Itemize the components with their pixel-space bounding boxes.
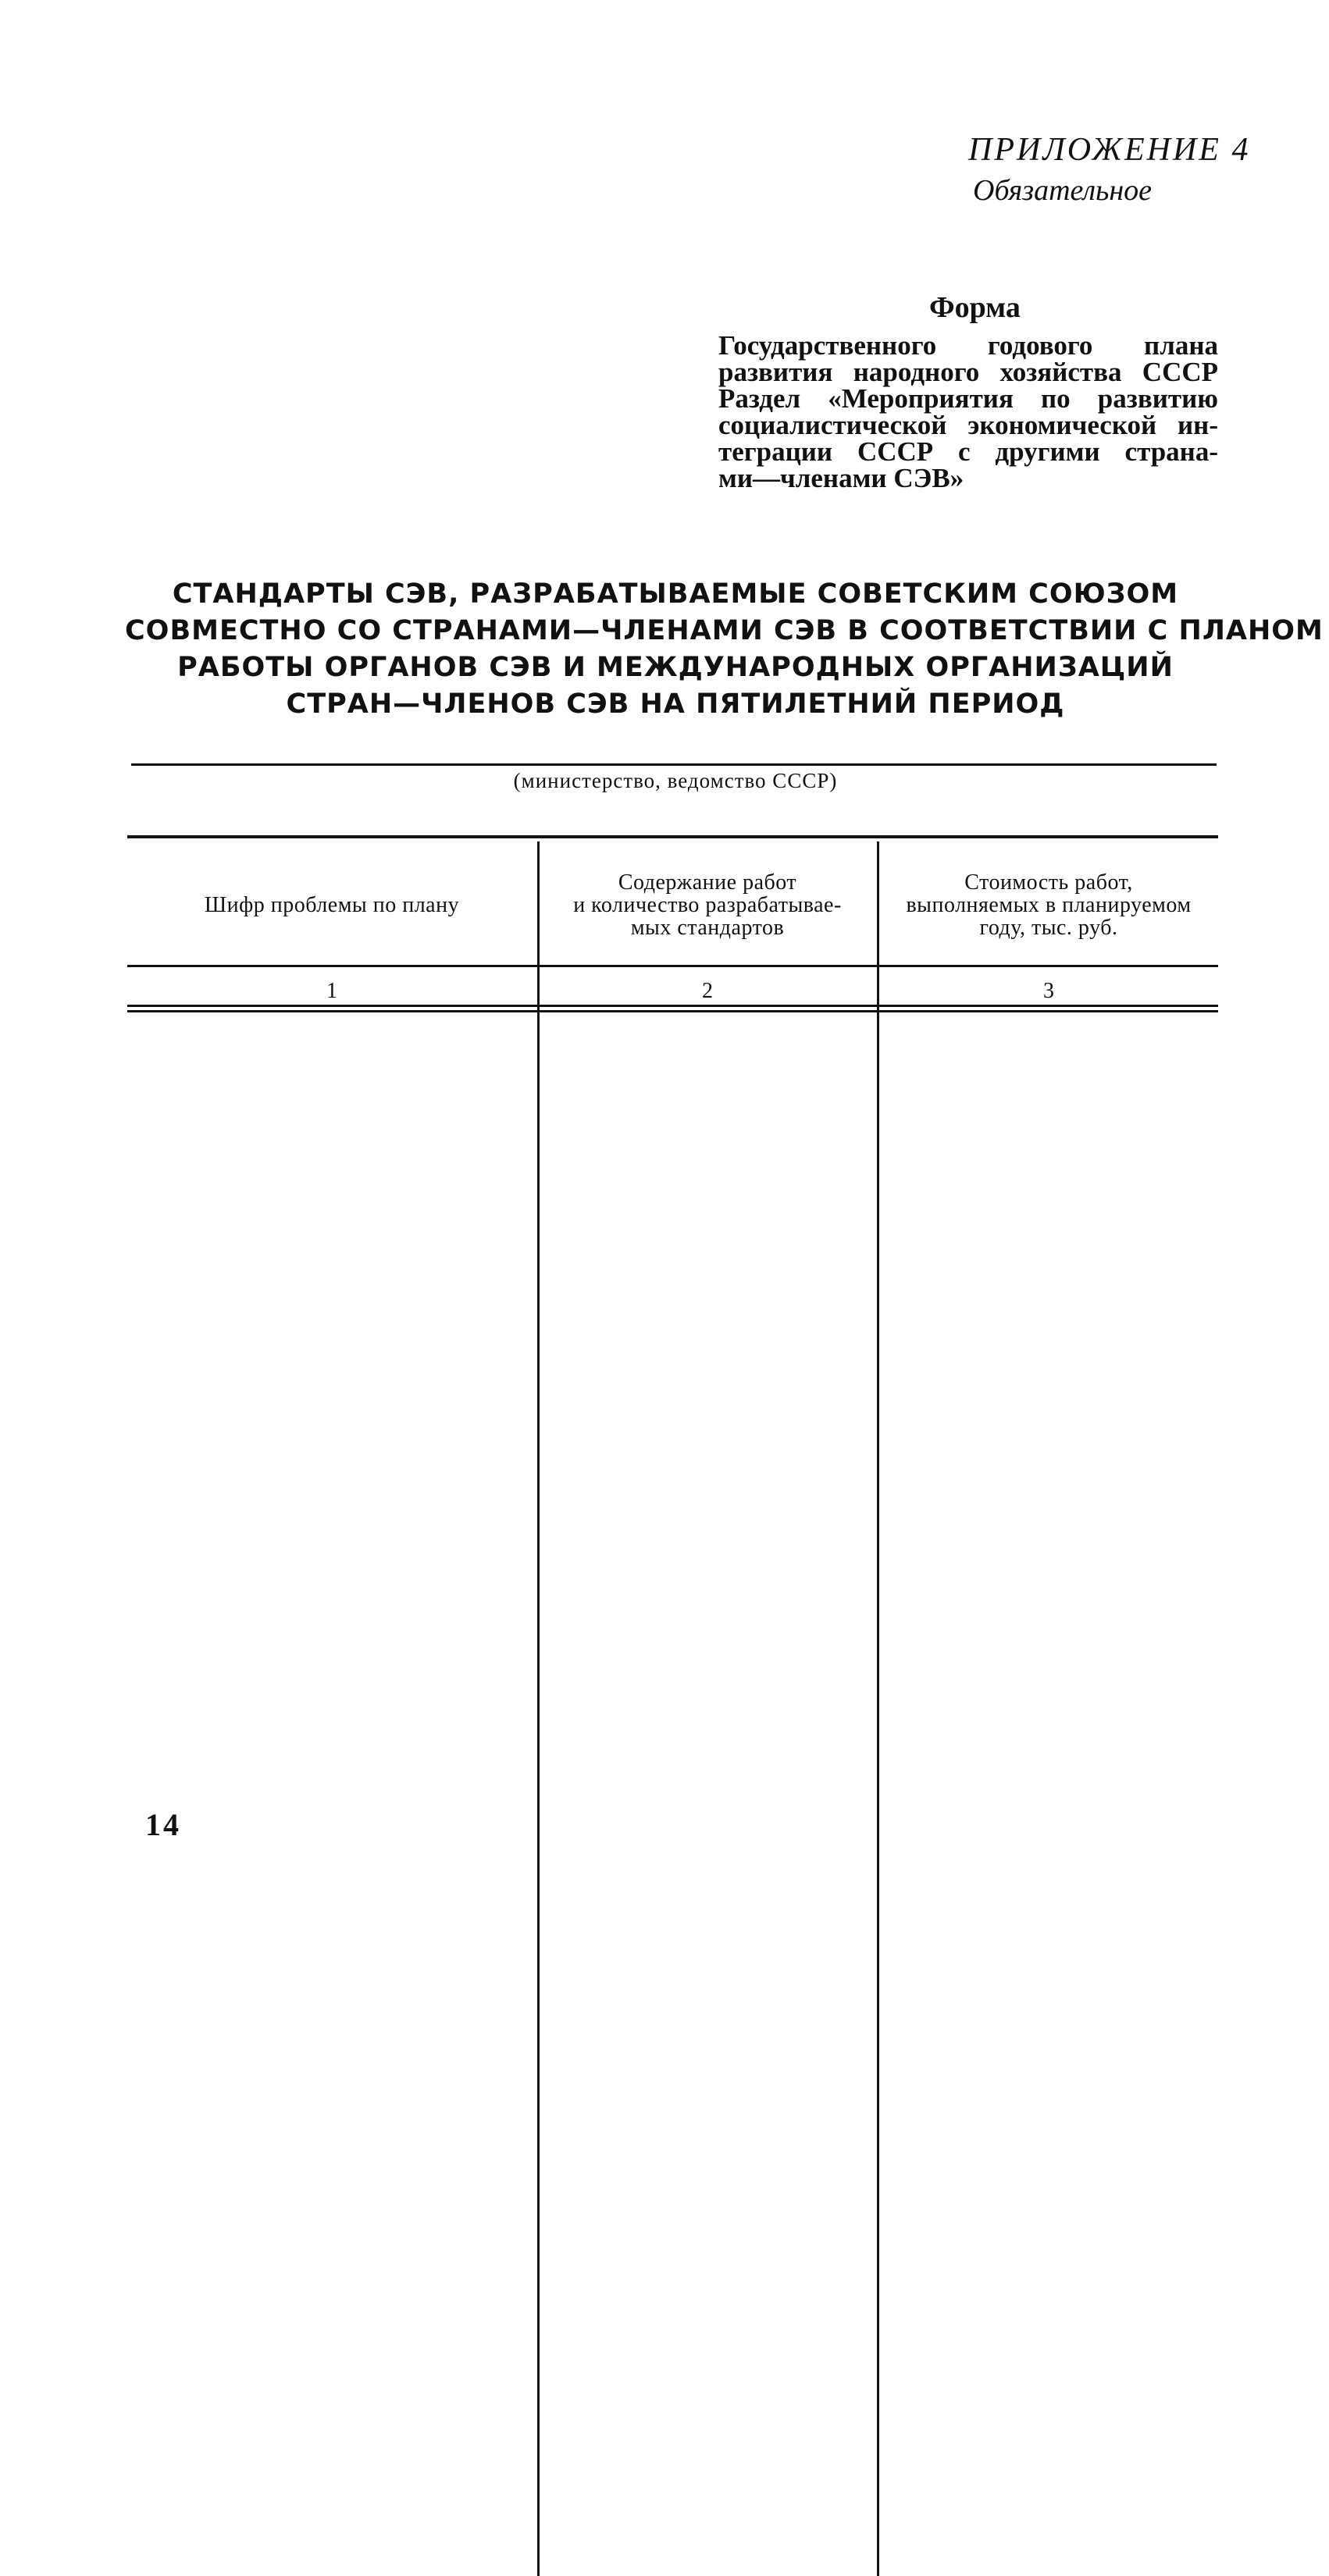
column-divider-2: [877, 841, 879, 2576]
table-top-border: [127, 835, 1218, 838]
numbers-bottom-border-2: [127, 1010, 1218, 1012]
numbers-bottom-border-1: [127, 1005, 1218, 1007]
column-header-cipher: [129, 894, 535, 916]
column-header-line: и количество разрабатывае-: [573, 893, 842, 917]
ministry-caption: (министерство, ведомство СССР): [513, 769, 838, 792]
column-number-1: 1: [326, 979, 337, 1003]
column-header-cost: [879, 871, 1218, 939]
form-label: Форма: [929, 291, 1021, 324]
form-description: [718, 330, 1218, 493]
ministry-fill-line: [131, 763, 1217, 766]
column-header-line: мых стандартов: [630, 916, 785, 940]
column-number-2: 2: [702, 979, 713, 1003]
heading-line: СОВМЕСТНО СО СТРАНАМИ—ЧЛЕНАМИ СЭВ В СООТВЕТСТВИИ С ПЛАНОМ: [125, 615, 1324, 646]
heading-line: РАБОТЫ ОРГАНОВ СЭВ И МЕЖДУНАРОДНЫХ ОРГАНИЗАЦИЙ: [177, 652, 1174, 683]
column-header-line: Содержание работ: [618, 870, 797, 895]
heading-line: СТРАН—ЧЛЕНОВ СЭВ НА ПЯТИЛЕТНИЙ ПЕРИОД: [286, 688, 1065, 720]
form-description-line: развития народного хозяйства СССР: [718, 357, 1218, 387]
column-number-3: 3: [1043, 979, 1054, 1003]
form-description-line: ми—членами СЭВ»: [718, 463, 964, 493]
appendix-title: ПРИЛОЖЕНИЕ 4: [968, 132, 1251, 168]
column-header-content: [539, 871, 876, 939]
appendix-subtitle: Обязательное: [973, 174, 1153, 207]
form-description-line: социалистической экономической ин-: [718, 410, 1218, 440]
form-description-line: теграции СССР с другими страна-: [718, 436, 1218, 467]
column-header-line: Шифр проблемы по плану: [204, 893, 460, 917]
column-header-line: году, тыс. руб.: [979, 916, 1118, 940]
header-bottom-border: [127, 965, 1218, 967]
column-header-line: Стоимость работ,: [964, 870, 1133, 895]
heading-line: СТАНДАРТЫ СЭВ, РАЗРАБАТЫВАЕМЫЕ СОВЕТСКИМ СОЮЗОМ: [172, 578, 1179, 610]
page-number: 14: [145, 1807, 181, 1842]
form-description-line: Раздел «Мероприятия по развитию: [718, 383, 1218, 414]
column-divider-1: [537, 841, 540, 2576]
column-header-line: выполняемых в планируемом: [906, 893, 1192, 917]
form-description-line: Государственного годового плана: [718, 330, 1218, 361]
document-heading: [125, 576, 1324, 723]
